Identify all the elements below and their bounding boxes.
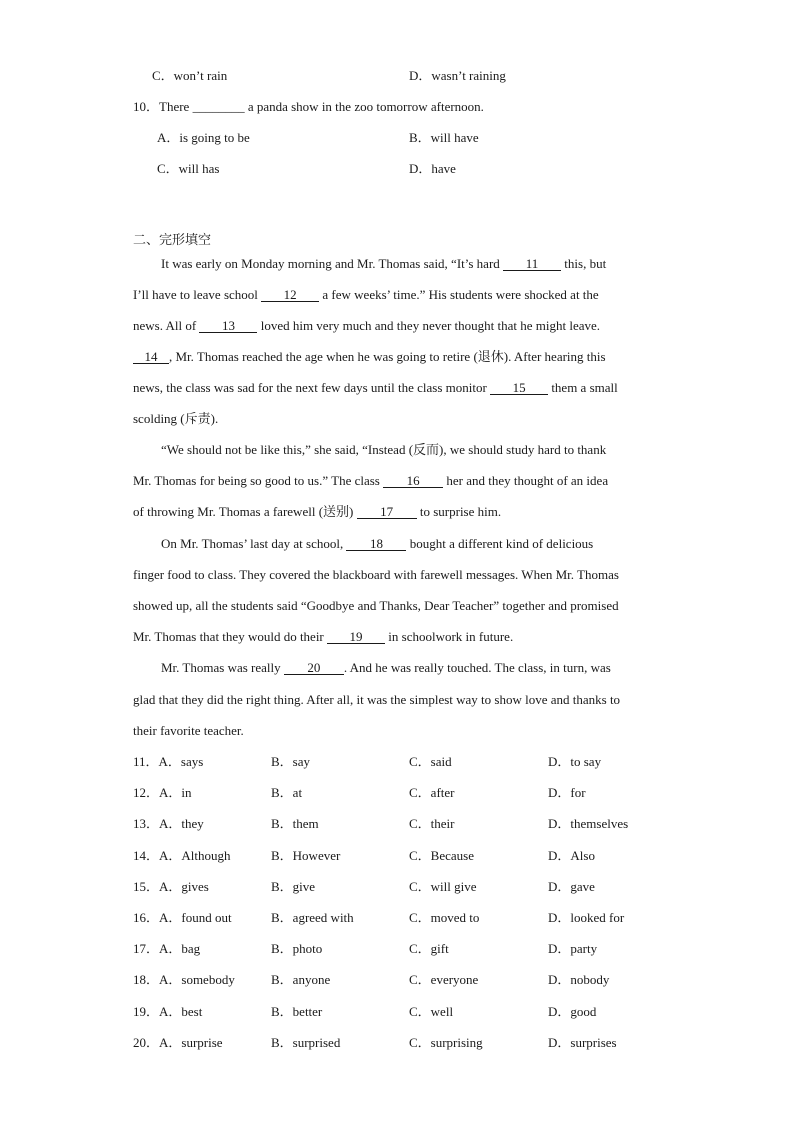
blank-20[interactable]: 20: [284, 661, 344, 675]
passage-line: [133, 473, 608, 489]
passage-text: Mr. Thomas was really: [161, 660, 284, 675]
passage-line: showed up, all the students said “Goodbye and Thanks, Dear Teacher” together and promised: [133, 598, 619, 613]
passage-text: this, but: [561, 256, 607, 271]
passage-line: [133, 504, 501, 520]
q10-blank: ________: [192, 99, 245, 114]
q12-option-b[interactable]: B．at: [271, 785, 303, 800]
q11-option-c[interactable]: C．said: [409, 754, 452, 769]
q12-option-c[interactable]: C．after: [409, 785, 455, 800]
q16-option-a[interactable]: 16．A．found out: [133, 910, 232, 925]
q19-option-b[interactable]: B．better: [271, 1004, 323, 1019]
q14-option-c[interactable]: C．Because: [409, 848, 474, 863]
q20-option-b[interactable]: B．surprised: [271, 1035, 341, 1050]
q19-option-d[interactable]: D．good: [548, 1004, 597, 1019]
q10-option-b[interactable]: B．will have: [409, 130, 479, 145]
passage-line: [133, 629, 513, 645]
passage-text: news, the class was sad for the next few days until the class monitor: [133, 380, 491, 395]
passage-line: their favorite teacher.: [133, 723, 244, 738]
passage-text: loved him very much and they never thought that he might leave.: [257, 318, 601, 333]
q10-option-d[interactable]: D．have: [409, 161, 456, 176]
q14-option-a[interactable]: 14．A．Although: [133, 848, 231, 863]
passage-line: [133, 380, 618, 396]
q10-option-c[interactable]: C．will has: [157, 161, 220, 176]
passage-text: , Mr. Thomas reached the age when he was going to retire (退休). After hearing this: [169, 349, 606, 364]
q15-option-a[interactable]: 15．A．gives: [133, 879, 209, 894]
passage-text: to surprise him.: [416, 504, 502, 519]
blank-17[interactable]: 17: [357, 505, 417, 519]
q20-option-d[interactable]: D．surprises: [548, 1035, 617, 1050]
q13-option-c[interactable]: C．their: [409, 816, 455, 831]
q20-option-a[interactable]: 20．A．surprise: [133, 1035, 223, 1050]
q16-option-d[interactable]: D．looked for: [548, 910, 625, 925]
passage-text: a few weeks’ time.” His students were shocked at the: [319, 287, 599, 302]
q15-option-d[interactable]: D．gave: [548, 879, 595, 894]
q14-option-d[interactable]: D．Also: [548, 848, 595, 863]
q18-option-c[interactable]: C．everyone: [409, 972, 479, 987]
q20-option-c[interactable]: C．surprising: [409, 1035, 483, 1050]
passage-text: Mr. Thomas that they would do their: [133, 629, 328, 644]
q17-option-d[interactable]: D．party: [548, 941, 598, 956]
blank-16[interactable]: 16: [383, 474, 443, 488]
q11-option-b[interactable]: B．say: [271, 754, 311, 769]
q18-option-b[interactable]: B．anyone: [271, 972, 331, 987]
q10-stem: [133, 99, 484, 115]
q9-option-c[interactable]: C．won’t rain: [152, 68, 228, 83]
passage-text: them a small: [548, 380, 618, 395]
q10-stem-pre: 10．There: [133, 99, 193, 114]
blank-15[interactable]: 15: [490, 381, 548, 395]
q10-stem-post: a panda show in the zoo tomorrow afternoon.: [244, 99, 484, 114]
passage-line: “We should not be like this,” she said, “Instead (反而), we should study hard to thank: [161, 442, 607, 457]
passage-line: glad that they did the right thing. After all, it was the simplest way to show love and thanks to: [133, 692, 621, 707]
q12-option-a[interactable]: 12．A．in: [133, 785, 192, 800]
passage-line: [133, 349, 606, 365]
q9-option-d[interactable]: D．wasn’t raining: [409, 68, 506, 83]
passage-text: I’ll have to leave school: [133, 287, 262, 302]
q15-option-c[interactable]: C．will give: [409, 879, 477, 894]
q14-option-b[interactable]: B．However: [271, 848, 341, 863]
q13-option-a[interactable]: 13．A．they: [133, 816, 204, 831]
passage-line: [161, 536, 593, 552]
blank-19[interactable]: 19: [327, 630, 385, 644]
passage-text: On Mr. Thomas’ last day at school,: [161, 536, 347, 551]
q17-option-a[interactable]: 17．A．bag: [133, 941, 201, 956]
q18-option-d[interactable]: D．nobody: [548, 972, 610, 987]
passage-line: [161, 256, 606, 272]
passage-text: in schoolwork in future.: [385, 629, 514, 644]
q11-option-a[interactable]: 11．A．says: [133, 754, 204, 769]
q17-option-c[interactable]: C．gift: [409, 941, 449, 956]
q16-option-c[interactable]: C．moved to: [409, 910, 480, 925]
q19-option-c[interactable]: C．well: [409, 1004, 454, 1019]
q13-option-d[interactable]: D．themselves: [548, 816, 629, 831]
passage-line: finger food to class. They covered the blackboard with farewell messages. When Mr. Thomas: [133, 567, 619, 582]
q10-option-a[interactable]: A．is going to be: [157, 130, 250, 145]
q17-option-b[interactable]: B．photo: [271, 941, 323, 956]
passage-text: . And he was really touched. The class, in turn, was: [343, 660, 611, 675]
blank-13[interactable]: 13: [199, 319, 257, 333]
passage-text: her and they thought of an idea: [443, 473, 609, 488]
q19-option-a[interactable]: 19．A．best: [133, 1004, 203, 1019]
passage-line: [161, 660, 611, 676]
passage-line: [133, 318, 600, 334]
q12-option-d[interactable]: D．for: [548, 785, 586, 800]
passage-text: Mr. Thomas for being so good to us.” The class: [133, 473, 384, 488]
section-title-cloze: 二、完形填空: [133, 233, 212, 248]
q13-option-b[interactable]: B．them: [271, 816, 319, 831]
q18-option-a[interactable]: 18．A．somebody: [133, 972, 235, 987]
blank-12[interactable]: 12: [261, 288, 319, 302]
passage-text: of throwing Mr. Thomas a farewell (送别): [133, 504, 357, 519]
passage-text: bought a different kind of delicious: [406, 536, 594, 551]
blank-11[interactable]: 11: [503, 257, 561, 271]
passage-text: news. All of: [133, 318, 200, 333]
passage-line: scolding (斥责).: [133, 411, 219, 426]
passage-text: It was early on Monday morning and Mr. Thomas said, “It’s hard: [161, 256, 504, 271]
q15-option-b[interactable]: B．give: [271, 879, 316, 894]
q16-option-b[interactable]: B．agreed with: [271, 910, 354, 925]
blank-14[interactable]: 14: [133, 350, 169, 364]
passage-line: [133, 287, 599, 303]
blank-18[interactable]: 18: [346, 537, 406, 551]
q11-option-d[interactable]: D．to say: [548, 754, 602, 769]
